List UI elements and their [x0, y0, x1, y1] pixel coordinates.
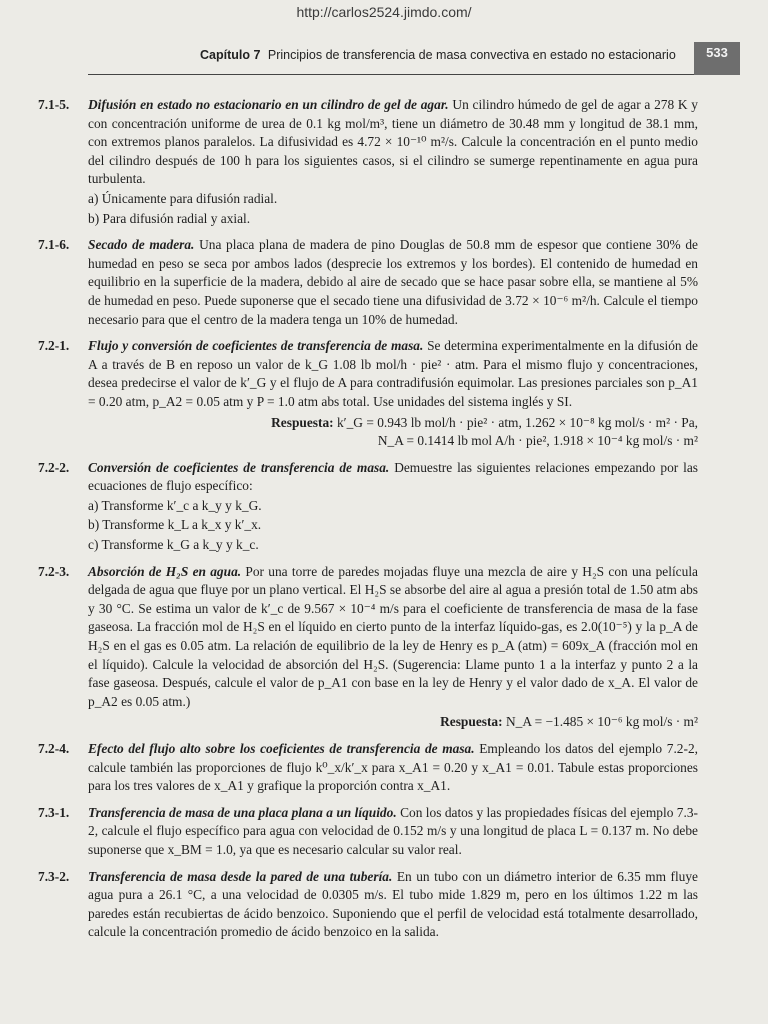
problem-number: 7.2-2.: [38, 459, 70, 475]
problem-text: Un cilindro húmedo de gel de agar a 278 K y con concentración uniforme de urea de 0.1 kg mol/m³, tiene un diámetro de 30.48 mm y longitud de 38.1 mm, con extremos planos paralelos. La difusividad es 4.72 × 10⁻¹⁰ m²/s. Calcule la concentración en el punto medio del cilindro después de 100 h para los siguientes casos, si el cilindro se sumerge repentinamente en agua pura turbulenta.: [88, 97, 698, 187]
answer: [88, 713, 698, 732]
item-a: a) Transforme k′_c a k_y y k_G.: [88, 497, 262, 513]
problem-7-1-6: [38, 236, 698, 329]
chapter-label: Capítulo 7: [200, 48, 261, 62]
problem-text: Con los datos y las propiedades físicas del ejemplo 7.3-2, calcule el flujo específico para agua con velocidad de 0.152 m/s y una longitud de placa L = 0.137 m. No debe suponerse que x_BM = 1.0, ya que es necesario calcular su valor real.: [88, 804, 698, 857]
problem-text: Demuestre las siguientes relaciones empezando por las ecuaciones de flujo específico:: [88, 459, 698, 494]
answer-label: Respuesta:: [440, 714, 503, 730]
header-rule: [88, 74, 694, 75]
answer-line: N_A = 0.1414 lb mol A/h · pie², 1.918 × 10⁻⁴ kg mol/s · m²: [377, 433, 698, 449]
source-url[interactable]: http://carlos2524.jimdo.com/: [296, 4, 472, 20]
problem-title: Transferencia de masa desde la pared de una tubería.: [88, 868, 393, 884]
problem-number: 7.2-3.: [38, 563, 70, 579]
problem-number: 7.2-1.: [38, 338, 70, 354]
item-c: c) Transforme k_G a k_y y k_c.: [88, 537, 259, 553]
item-a: a) Únicamente para difusión radial.: [88, 190, 278, 206]
problem-title: Conversión de coeficientes de transferencia de masa.: [88, 459, 390, 475]
problem-title: Secado de madera.: [88, 237, 195, 253]
chapter-heading: [200, 48, 676, 62]
item-b: b) Para difusión radial y axial.: [88, 210, 251, 226]
problem-text: Por una torre de paredes mojadas fluye una mezcla de aire y H₂S con una película delgada de agua que fluye por un plano vertical. El H₂S se absorbe del aire al agua a presión total de 1.50 atm abs y 30 °C. Se estima un valor de k′_c de 9.567 × 10⁻⁴ m/s para el coeficiente de transferencia de masa de la fase gaseosa. La fracción mol de H₂S en el líquido en cierto punto de la interfaz líquido-gas, es 2.0(10⁻⁵) y la p_A de H₂S en el gas es 0.05 atm. La relación de equilibrio de la ley de Henry es p_A (atm) = 609x_A (fracción mol en el líquido). Calcule la velocidad de absorción del H₂S. (Sugerencia: Llame punto 1 a la interfaz y punto 2 a la fase gaseosa. Después, calcule el valor de p_A1 con base en la ley de Henry y el valor dado de x_A. El valor de p_A2 es 0.05 atm.): [88, 563, 698, 709]
page-number: 533: [694, 42, 740, 75]
problem-7-3-2: [38, 868, 698, 942]
problem-number: 7.2-4.: [38, 741, 70, 756]
problem-title: Absorción de H₂S en agua.: [88, 563, 242, 579]
problem-list: [38, 96, 698, 950]
problem-7-2-3: [38, 563, 698, 732]
chapter-title: Principios de transferencia de masa convectiva en estado no estacionario: [267, 48, 676, 62]
item-b: b) Transforme k_L a k_x y k′_x.: [88, 517, 262, 533]
problem-title: Flujo y conversión de coeficientes de transferencia de masa.: [88, 338, 424, 354]
problem-text: Empleando los datos del ejemplo 7.2-2, calcule también las proporciones de flujo k⁰_x/k′_x para x_A1 = 0.20 y x_A1 = 0.01. Tabule estas proporciones para los tres valores de x_A1 y grafique la proporción contra x_A1.: [88, 741, 698, 794]
problem-number: 7.3-2.: [38, 868, 70, 884]
problem-7-1-5: [38, 96, 698, 228]
problem-text: En un tubo con un diámetro interior de 6.35 mm fluye agua pura a 26.1 °C, a una velocidad de 0.0305 m/s. El tubo mide 1.829 m, pero en los últimos 1.22 m las paredes están recubiertas de ácido benzoico. Suponiendo que el perfil de velocidad está totalmente desarrollado, calcule la concentración promedio de ácido benzoico en la salida.: [88, 868, 698, 940]
problem-text: Una placa plana de madera de pino Douglas de 50.8 mm de espesor que contiene 30% de humedad en peso se seca por ambos lados (desprecie los extremos y los bordes). El contenido de humedad en equilibrio en la superficie de la madera, debido al aire de secado que se hace pasar sobre ella, se mantiene al 5% de humedad en peso. Puede suponerse que el secado tiene una difusividad de 3.72 × 10⁻⁶ m²/h. Calcule el tiempo necesario para que el centro de la madera tenga un 10% de humedad.: [88, 237, 698, 327]
answer-line: N_A = −1.485 × 10⁻⁶ kg mol/s · m²: [505, 714, 698, 730]
problem-number: 7.1-5.: [38, 97, 70, 112]
problem-title: Difusión en estado no estacionario en un cilindro de gel de agar.: [88, 97, 449, 112]
page-header: [0, 42, 768, 76]
problem-7-3-1: [38, 804, 698, 860]
problem-title: Transferencia de masa de una placa plana a un líquido.: [88, 804, 397, 820]
problem-7-2-4: [38, 740, 698, 796]
problem-title: Efecto del flujo alto sobre los coeficientes de transferencia de masa.: [88, 741, 475, 756]
problem-number: 7.1-6.: [38, 237, 70, 253]
answer-line: k′_G = 0.943 lb mol/h · pie² · atm, 1.262 × 10⁻⁸ kg mol/s · m² · Pa,: [336, 414, 698, 430]
problem-number: 7.3-1.: [38, 804, 70, 820]
answer-label: Respuesta:: [271, 414, 334, 430]
problem-text: Se determina experimentalmente en la difusión de A a través de B en reposo un valor de k_G 1.08 lb mol/h · pie² · atm. Para el mismo flujo y concentraciones, desea predecirse el valor de k′_G y el flujo de A para contradifusión equimolar. Las presiones parciales son p_A1 = 0.20 atm, p_A2 = 0.05 atm y P = 1.0 atm abs total. Use unidades del sistema inglés y SI.: [88, 338, 698, 409]
problem-7-2-2: [38, 459, 698, 555]
problem-7-2-1: [38, 337, 698, 451]
answer: [88, 414, 698, 451]
